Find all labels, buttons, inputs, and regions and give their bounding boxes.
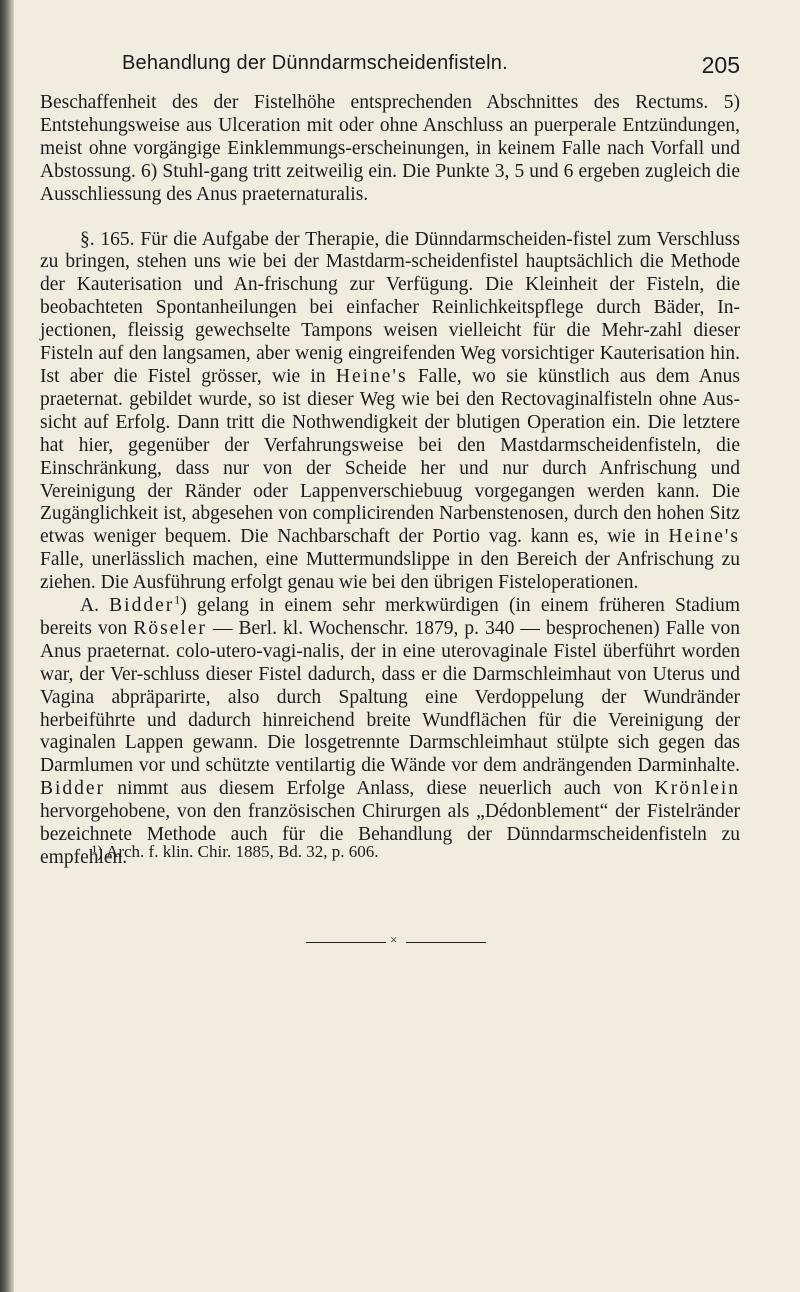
body-text	[40, 92, 740, 870]
paragraph-3	[40, 592, 741, 870]
paragraph-2-text-c: Falle, unerlässlich machen, eine Muttermundslippe in den Bereich der Anfrischung zu ziehen. Die Ausführung erfolgt genau wie bei den übrigen Fisteloperationen.	[40, 549, 740, 594]
paragraph-2-text-a: §. 165. Für die Aufgabe der Therapie, die Dünndarmscheiden-fistel zum Verschluss zu bringen, stehen uns wie bei der Mastdarm-scheidenfistel hauptsächlich die Methode der Kauterisation und An-frischung zur Verfügung. Die Kleinheit der Fisteln, die beobachteten Spontanheilungen bei einfacher Reinlichkeitspflege durch Bäder, In-jectionen, fleissig gewechselte Tampons weisen vielleicht für die Mehr-zahl dieser Fisteln auf den langsamen, aber wenig eingreifenden Weg vorsichtiger Kauterisation hin. Ist aber die Fistel grösser, wie in	[40, 228, 740, 387]
author-name-kroenlein: Krönlein	[654, 778, 740, 800]
page-number: 205	[701, 52, 740, 78]
footnote-marker: 1	[174, 592, 181, 607]
divider-mark: ×	[390, 932, 398, 947]
running-header	[100, 52, 740, 80]
paragraph-3-text-e: hervorgehobene, von den französischen Chirurgen als „Dédonblement“ der Fistelränder bezeichnete Methode auch für die Behandlung der Dünndarmscheidenfisteln zu empfehlen.	[40, 801, 740, 868]
paragraph-1-text: Beschaffenheit des der Fistelhöhe entsprechenden Abschnittes des Rectums. 5) Entstehungsweise aus Ulceration mit oder ohne Anschluss an puerperale Entzündungen, meist ohne vorgängige Einklemmungs-erscheinungen, in keinem Falle nach Vorfall und Abstossung. 6) Stuhl-gang tritt zeitweilig ein. Die Punkte 3, 5 und 6 ergeben zugleich die Ausschliessung des Anus praeternaturalis.	[40, 92, 740, 205]
divider-line-right	[406, 942, 486, 943]
author-name-heine-2: Heine's	[668, 526, 740, 548]
book-spine-shadow	[0, 0, 14, 1292]
author-name-heine: Heine's	[335, 365, 408, 387]
author-name-roeseler: Röseler	[133, 617, 207, 639]
paragraph-1	[40, 92, 740, 207]
paragraph-3-text-b: ) gelang in einem sehr merkwürdigen (in einem früheren Stadium bereits von	[40, 595, 740, 639]
divider-line-left	[306, 942, 386, 943]
author-name-bidder: Bidder	[109, 595, 175, 617]
paragraph-2-text-b: Falle, wo sie künstlich aus dem Anus praeternat. gebildet wurde, so ist dieser Weg wie bei den Rectovaginalfisteln ohne Aus-sicht auf Erfolg. Dann tritt die Nothwendigkeit der blutigen Operation ein. Die letztere hat hier, gegenüber der Verfahrungsweise bei den Mastdarmscheidenfisteln, die Einschränkung, dass nur von der Scheide her und nur durch Anfrischung und Vereinigung der Ränder oder Lappenverschiebuug vorgegangen werden kann. Die Zugänglichkeit ist, abgesehen von complicirenden Narbenstenosen, durch den hohen Sitz etwas weniger bequem. Die Nachbarschaft der Portio vag. kann es, wie in	[40, 365, 740, 548]
end-divider	[306, 932, 486, 949]
author-name-bidder-2: Bidder	[40, 778, 106, 800]
paragraph-3-text-a: A.	[80, 595, 110, 617]
running-title: Behandlung der Dünndarmscheidenfisteln.	[122, 52, 508, 74]
paragraph-3-text-c: — Berl. kl. Wochenschr. 1879, p. 340 — besprochenen) Falle von Anus praeternat. colo-utero-vagi-nalis, der in eine uterovaginale Fistel überführt worden war, der Ver-schluss dieser Fistel dadurch, dass er die Darmschleimhaut von Uterus und Vagina abpräparirte, also durch Spaltung eine Verdoppelung der Wundränder herbeiführte und dadurch hinreichend breite Wundflächen für die Vereinigung der vaginalen Lappen gewann. Die losgetrennte Darmschleimhaut stülpte sich gegen das Darmlumen vor und schützte ventilartig die Wände vor dem andrängenden Darminhalte.	[40, 617, 741, 777]
footnote: ¹) Arch. f. klin. Chir. 1885, Bd. 32, p. 606.	[92, 842, 379, 861]
paragraph-2	[40, 229, 740, 596]
paragraph-3-text-d: nimmt aus diesem Erfolge Anlass, diese neuerlich auch von	[105, 778, 655, 800]
